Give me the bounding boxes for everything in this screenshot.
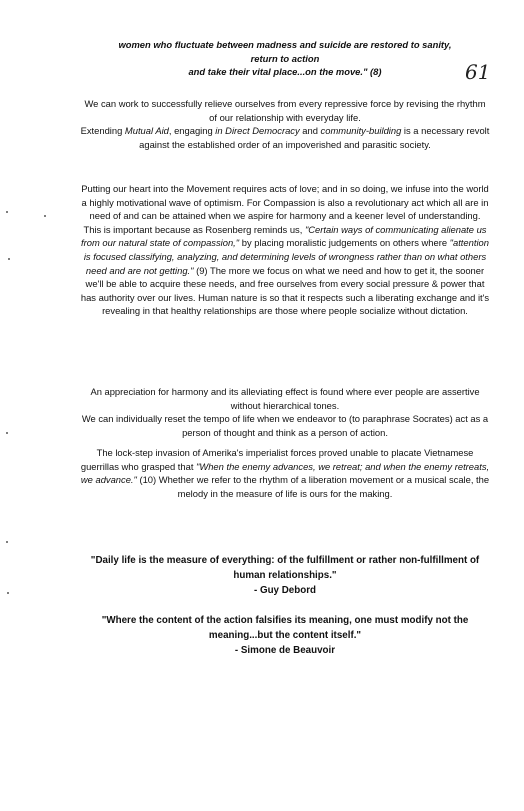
mutual-aid-text-c: , engaging	[168, 125, 216, 137]
beauvoir-quote	[80, 613, 490, 658]
closing-quote-line-2: return to action	[250, 52, 320, 64]
vietnam-section	[80, 446, 490, 500]
vietnam-paragraph	[80, 446, 490, 500]
beauvoir-quote-text: "Where the content of the action falsifies its meaning, one must modify not the meaning...but the content itself."	[101, 615, 469, 641]
direct-democracy-term: in Direct Democracy	[215, 125, 300, 137]
rosenberg-text-c: by placing moralistic judgements on others where	[239, 237, 450, 249]
scan-speck	[8, 258, 10, 260]
vietnam-text-c: (10) Whether we refer to the rhythm of a liberation movement or a musical scale, the melody in the measure of life is ours for the making.	[136, 474, 490, 499]
scan-speck	[6, 432, 8, 434]
debord-quote	[80, 553, 490, 598]
mutual-aid-term: Mutual Aid	[124, 125, 169, 137]
community-building-term: community-building	[320, 125, 402, 137]
harmony-section	[80, 385, 490, 439]
rosenberg-quote-1: "Certain ways of communicating alienate us from our natural state of compassion,"	[81, 223, 487, 249]
rhythm-paragraph: We can work to successfully relieve ourselves from every repressive force by revising the rhythm of our relationship with everyday life.	[84, 98, 486, 123]
scan-speck	[6, 211, 8, 213]
rosenberg-text-e: (9) The more we focus on what we need and how to get it, the sooner we'll be able to acquire these needs, and free ourselves from every social pressure & power that has authority over our lives. Human nature is so that it respects such a liberating exchange and it's revealing in that healthy relationships are those where people socialize without dictation.	[80, 264, 490, 317]
closing-quote-line-3: and take their vital place...on the move." (8)	[188, 66, 382, 78]
beauvoir-quote-author: - Simone de Beauvoir	[234, 645, 336, 656]
page-number: 61	[465, 60, 491, 84]
scan-speck	[6, 541, 8, 543]
closing-quote-line-1: women who fluctuate between madness and suicide are restored to sanity,	[118, 39, 452, 50]
closing-quote-block	[80, 38, 490, 79]
scan-speck	[7, 592, 9, 594]
mutual-aid-text-g: is a necessary revolt against the established order of an impoverished and parasitic society.	[139, 125, 490, 150]
rosenberg-paragraph	[80, 223, 490, 318]
socrates-paragraph: We can individually reset the tempo of life when we endeavor to (to paraphrase Socrates) act as a person of thought and think as a person of action.	[81, 413, 489, 438]
mutual-aid-text-a: Extending	[80, 125, 125, 137]
compassion-section	[80, 182, 490, 318]
compassion-paragraph: Putting our heart into the Movement requires acts of love; and in so doing, we infuse into the world a highly motivational wave of optimism. For Compassion is also a revolutionary act which all are in need of and can be attained when we aspire for harmony and a keener level of understanding.	[81, 183, 489, 222]
vietnam-quote: "When the enemy advances, we retreat; and when the enemy retreats, we advance."	[80, 460, 490, 486]
mutual-aid-section	[80, 97, 490, 151]
debord-quote-author: - Guy Debord	[253, 585, 317, 596]
rosenberg-text-a: This is important because as Rosenberg reminds us,	[83, 223, 305, 235]
mutual-aid-paragraph	[80, 124, 490, 151]
rosenberg-quote-2: "attention is focused classifying, analyzing, and determining levels of wrongness rather than on what others need and are not getting."	[83, 237, 489, 276]
vietnam-text-a: The lock-step invasion of Amerika's imperialist forces proved unable to placate Vietnamese guerrillas who grasped that	[80, 447, 474, 472]
scan-speck	[44, 215, 46, 217]
debord-quote-text: "Daily life is the measure of everything: of the fulfillment or rather non-fulfillment of human relationships."	[90, 555, 480, 581]
mutual-aid-text-e: and	[299, 125, 321, 137]
harmony-paragraph: An appreciation for harmony and its alleviating effect is found where ever people are assertive without hierarchical tones.	[90, 386, 480, 411]
